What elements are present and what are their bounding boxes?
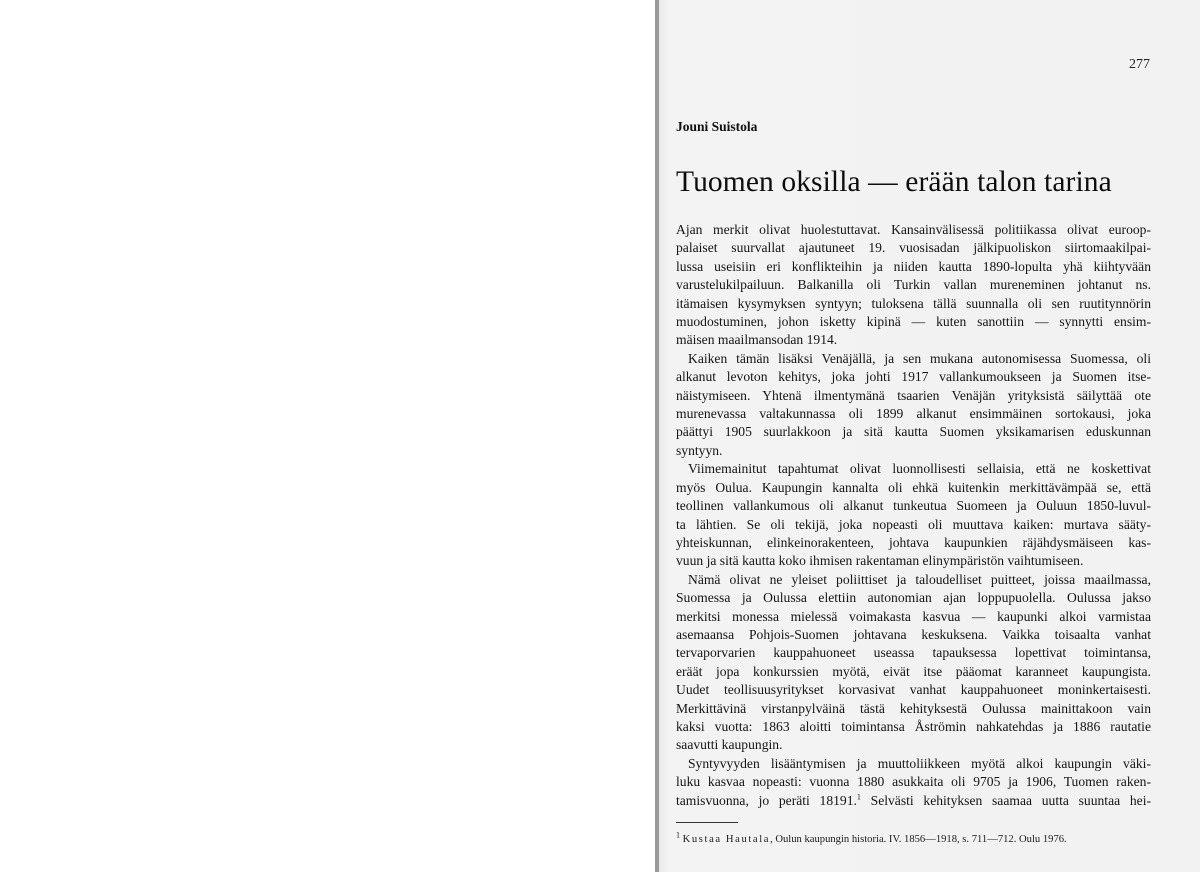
body-line: Suomessa ja Oulussa elettiin autonomian ajan loppupuolella. Oulussa jakso (676, 590, 1151, 606)
footnote-marker: 1 (676, 830, 680, 840)
body-line: palaiset suurvallat ajautuneet 19. vuosisadan jälkipuoliskon siirtomaakilpai- (676, 240, 1151, 256)
body-line: kaksi vuotta: 1863 aloitti toimintansa Åströmin nahkatehdas ja 1886 rautatie (676, 718, 1151, 734)
article-body (676, 221, 1151, 810)
gutter-shadow (655, 0, 659, 872)
body-line: varustelukilpailuun. Balkanilla oli Turkin vallan mureneminen johtanut ns. (676, 277, 1151, 293)
body-line: myös Oulua. Kaupungin kannalta oli ehkä kuitenkin merkittävämpää se, että (676, 479, 1151, 495)
body-line: tervaporvarien kauppahuoneet useassa tapauksessa lopettivat toimintansa, (676, 645, 1151, 661)
article-title: Tuomen oksilla — erään talon tarina (676, 166, 1112, 198)
body-line: Kaiken tämän lisäksi Venäjällä, ja sen mukana autonomisessa Suomessa, oli (688, 350, 1151, 366)
body-line: merkitsi monessa mielessä voimakasta kasvua — kaupunki alkoi varmistaa (676, 608, 1151, 624)
body-line: asemaansa Pohjois-Suomen johtavana keskuksena. Vaikka toisaalta vanhat (676, 626, 1151, 642)
body-line: luku kasvaa nopeasti: vuonna 1880 asukkaita oli 9705 ja 1906, Tuomen raken- (676, 774, 1151, 790)
article-author: Jouni Suistola (676, 119, 758, 134)
body-line: murenevassa valtakunnassa oli 1899 alkanut ensimmäinen sortokausi, joka (676, 406, 1151, 422)
body-line: Uudet teollisuusyritykset korvasivat vanhat kauppahuoneet moninkertaisesti. (676, 682, 1151, 698)
body-line: Ajan merkit olivat huolestuttavat. Kansainvälisessä politiikassa olivat euroop- (676, 222, 1151, 237)
body-line: näistymiseen. Yhtenä ilmentymänä tsaarien Venäjän yrityksistä säilyttää ote (676, 387, 1151, 403)
right-page (655, 0, 1200, 872)
body-line-fragment: Selvästi kehityksen saamaa uutta suuntaa hei- (860, 792, 1151, 808)
footnote-author: Kustaa Hautala (682, 834, 771, 845)
body-line: lussa useisiin eri konflikteihin ja niiden kautta 1890-lopulta yhä kiihtyvään (676, 258, 1151, 274)
footnote (676, 830, 1156, 845)
body-line: päättyi 1905 suurlakkoon ja sitä kautta Suomen yksikamarisen eduskunnan (676, 424, 1151, 440)
body-line: Nämä olivat ne yleiset poliittiset ja taloudelliset puitteet, joissa maailmassa, (688, 571, 1151, 587)
body-line: yhteiskunnan, elinkeinorakenteen, johtava kaupunkien räjähdysmäiseen kas- (676, 534, 1151, 550)
body-line: saavutti kaupungin. (676, 737, 783, 753)
body-line: teollinen vallankumous oli alkanut tunkeutua Suomeen ja Ouluun 1850-luvul- (676, 498, 1151, 514)
body-line: itämaisen kysymyksen syntyyn; tuloksena tällä suunnalla oli sen ruutitynnörin (676, 295, 1151, 311)
body-line-fragment: tamisvuonna, jo peräti 18191. (676, 792, 857, 808)
body-line-with-footnote (676, 792, 1151, 810)
body-line: mäisen maailmansodan 1914. (676, 332, 838, 348)
body-line: Syntyvyyden lisääntymisen ja muuttoliikkeen myötä alkoi kaupungin väki- (688, 755, 1151, 771)
page-number: 277 (1129, 57, 1150, 72)
body-line: eräät jopa konkurssien myötä, eivät itse pääomat karanneet kaupungista. (676, 663, 1151, 679)
body-line: alkanut levoton kehitys, joka johti 1917 vallankumoukseen ja Suomen itse- (676, 369, 1151, 385)
body-line: Merkittävinä virstanpylväinä tästä kehityksestä Oulussa mainittakoon vain (676, 700, 1151, 716)
footnote-citation: , Oulun kaupungin historia. IV. 1856—1918, s. 711—712. Oulu 1976. (770, 834, 1067, 845)
body-line: ta lähtien. Se oli tekijä, joka nopeasti oli muuttava kaiken: murtava sääty- (676, 516, 1151, 532)
footnote-divider (676, 822, 738, 823)
footnote-reference[interactable]: 1 (856, 792, 861, 802)
body-line: Viimemainitut tapahtumat olivat luonnollisesti sellaisia, että ne koskettivat (688, 461, 1151, 477)
body-line: syntyyn. (676, 442, 723, 458)
body-line: vuun ja sitä kautta koko ihmisen rakentaman elinympäristön vaihtumiseen. (676, 553, 1084, 569)
body-line: muodostuminen, johon isketty kipinä — kuten sanottiin — synnytti ensim- (676, 314, 1151, 330)
